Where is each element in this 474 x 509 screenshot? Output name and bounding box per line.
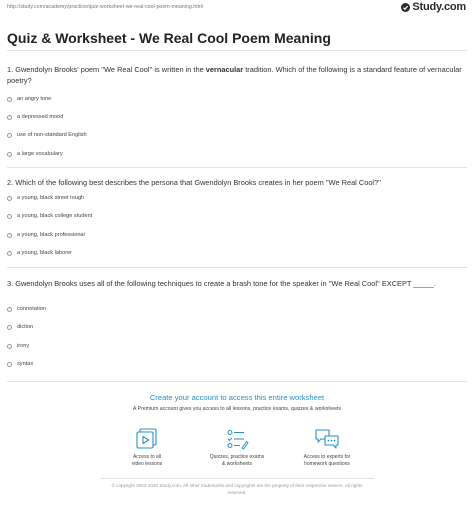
question-2: 2. Which of the following best describes the persona that Gwendolyn Brooks creates in her poem ''We Real Cool?'' xyxy=(7,178,382,187)
quizzes-worksheets-icon xyxy=(225,428,249,450)
question-divider xyxy=(7,267,467,268)
feature-experts-line2: homework questions xyxy=(304,461,350,467)
question-1-keyword: vernacular xyxy=(205,65,244,74)
copyright-line1: © copyright 2003-2020 Study.com. All other trademarks and copyrights are the property of their respective owners. All rights xyxy=(111,483,363,488)
question-1 xyxy=(7,64,467,86)
question-1-option-d[interactable] xyxy=(7,150,63,158)
question-2-option-b[interactable] xyxy=(7,212,92,220)
radio-button[interactable] xyxy=(7,233,12,238)
radio-button[interactable] xyxy=(7,362,12,367)
option-label: a large vocabulary xyxy=(17,151,63,157)
question-1-text-a: 1. Gwendolyn Brooks' poem ''We Real Cool'' is written in the xyxy=(7,65,206,74)
question-2-option-d[interactable] xyxy=(7,249,72,257)
feature-video-line1: Access to all xyxy=(132,454,162,460)
logo-text: Study.com xyxy=(412,1,466,13)
feature-quizzes-line1: Quizzes, practice exams xyxy=(209,454,265,460)
question-divider xyxy=(7,167,467,168)
radio-button[interactable] xyxy=(7,152,12,157)
premium-description: A Premium account gives you access to all lessons, practice exams, quizzes & worksheets xyxy=(132,406,342,412)
question-2-option-c[interactable] xyxy=(7,231,85,239)
footer-divider xyxy=(100,478,374,479)
radio-button[interactable] xyxy=(7,115,12,120)
option-label: a young, black street tough xyxy=(17,195,85,201)
question-1-option-a[interactable] xyxy=(7,95,51,103)
radio-button[interactable] xyxy=(7,214,12,219)
option-label: a young, black laborer xyxy=(17,250,73,256)
question-3-option-b[interactable] xyxy=(7,323,33,331)
option-label: a depressed mood xyxy=(17,114,64,120)
page-title: Quiz & Worksheet - We Real Cool Poem Meaning xyxy=(7,30,331,46)
feature-quizzes-line2: & worksheets xyxy=(221,461,252,467)
option-label: connotation xyxy=(17,306,46,312)
feature-quizzes-worksheets xyxy=(192,428,282,468)
radio-button[interactable] xyxy=(7,133,12,138)
feature-experts xyxy=(282,428,372,468)
top-bar xyxy=(0,0,474,14)
copyright-line2: reserved. xyxy=(227,489,247,495)
cta-divider xyxy=(7,381,467,382)
feature-video-lessons xyxy=(102,428,192,468)
experts-chat-icon xyxy=(314,428,340,450)
option-label: a young, black college student xyxy=(17,213,93,219)
option-label: irony xyxy=(17,343,30,349)
question-3-option-c[interactable] xyxy=(7,342,29,350)
question-1-text-b: tradition. Which of the following is a standard feature of vernacular poetry? xyxy=(7,65,462,85)
question-1-option-b[interactable] xyxy=(7,113,63,121)
question-2-option-a[interactable] xyxy=(7,194,84,202)
option-label: a young, black professional xyxy=(17,232,85,238)
footer-copyright xyxy=(0,483,474,496)
study-logo[interactable] xyxy=(401,1,466,13)
video-lessons-icon xyxy=(135,428,159,450)
option-label: an angry tone xyxy=(17,96,52,102)
radio-button[interactable] xyxy=(7,307,12,312)
page-url: http://study.com/academy/practice/quiz-worksheet-we-real-cool-poem-meaning.html xyxy=(7,4,204,10)
radio-button[interactable] xyxy=(7,196,12,201)
radio-button[interactable] xyxy=(7,325,12,330)
option-label: use of non-standard English xyxy=(17,132,87,138)
title-divider xyxy=(7,50,467,51)
question-3-option-a[interactable] xyxy=(7,305,46,313)
question-1-option-c[interactable] xyxy=(7,131,87,139)
create-account-link[interactable]: Create your account to access this entire worksheet xyxy=(149,393,325,402)
option-label: syntax xyxy=(17,361,34,367)
radio-button[interactable] xyxy=(7,344,12,349)
question-3: 3. Gwendolyn Brooks uses all of the following techniques to create a brash tone for the speaker in ''We Real Cool'' EXCEPT _____. xyxy=(7,279,436,288)
feature-experts-line1: Access to experts for xyxy=(303,454,351,460)
radio-button[interactable] xyxy=(7,251,12,256)
radio-button[interactable] xyxy=(7,97,12,102)
question-3-option-d[interactable] xyxy=(7,360,33,368)
logo-badge-icon xyxy=(401,3,410,12)
option-label: diction xyxy=(17,324,34,330)
feature-video-line2: video lessons xyxy=(131,461,163,467)
